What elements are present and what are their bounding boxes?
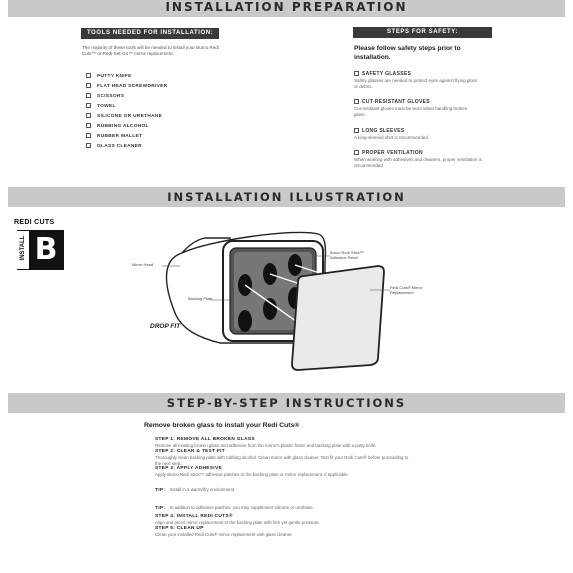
step-title: STEP 1: REMOVE ALL BROKEN GLASS xyxy=(155,437,255,442)
checkbox-icon xyxy=(86,83,91,88)
adhesive-patch xyxy=(238,310,252,332)
step-desc: Apply Burco Redi Stick™ adhesive patches to the backing plate or mirror replacement, if applicable. xyxy=(155,472,349,478)
safety-heading: Please follow safety steps prior to installation. xyxy=(354,45,461,61)
step-title: STEP 3: APPLY ADHESIVE xyxy=(155,466,222,472)
callout-replacement: Redi Cuts® Mirror Replacement xyxy=(390,285,423,295)
install-word: INSTALL xyxy=(20,235,26,261)
list-item: RUBBING ALCOHOL xyxy=(86,122,167,132)
install-letter: B xyxy=(29,231,63,269)
checkbox-icon xyxy=(354,150,359,155)
brand-label: REDI CUTS xyxy=(14,219,55,226)
list-item: RUBBER MALLET xyxy=(86,132,167,142)
checkbox-icon xyxy=(354,128,359,133)
step-title: STEP 4: INSTALL REDI CUTS® xyxy=(155,513,233,519)
tools-label: TOOLS NEEDED FOR INSTALLATION: xyxy=(81,28,219,39)
replacement-mirror xyxy=(292,266,384,370)
install-type-badge xyxy=(17,230,64,270)
list-item: TOWEL xyxy=(86,102,167,112)
checkbox-icon xyxy=(86,113,91,118)
instructions-heading: Remove broken glass to install your Redi Cuts® xyxy=(144,422,300,429)
step-desc: Clean your installed Redi Cuts® mirror replacement with glass cleaner. xyxy=(155,531,293,537)
step-title: STEP 5: CLEAN UP xyxy=(155,525,204,531)
drop-fit-label: DROP FIT xyxy=(150,323,181,330)
safety-item: LONG SLEEVES A long-sleeved shirt is recommended. xyxy=(354,128,430,140)
checkbox-icon xyxy=(86,143,91,148)
safety-item: PROPER VENTILATION When working with adhesives and cleaners, proper ventilation is recommended. xyxy=(354,150,482,168)
list-item: SILICONE OR URETHANE xyxy=(86,112,167,122)
tools-intro: The majority of these tools will be needed to install your Burco Redi Cuts™ or Redi-Set-Go™ mirror replacement. xyxy=(82,45,219,57)
checkbox-icon xyxy=(86,133,91,138)
list-item: GLASS CLEANER xyxy=(86,142,167,152)
safety-label: STEPS FOR SAFETY: xyxy=(353,27,492,38)
callout-adhesive: Burco Redi Stick™ Adhesive Patch xyxy=(330,250,364,260)
tip-line: TIP: In addition to adhesive patches, you may supplement silicone or urethane. xyxy=(155,504,314,511)
step-title: STEP 2: CLEAN & TEST FIT xyxy=(155,448,226,454)
checkbox-icon xyxy=(86,123,91,128)
adhesive-patch xyxy=(263,298,277,320)
tip-line: TIP: Install in a warm/dry environment. xyxy=(155,486,236,493)
list-item: SCISSORS xyxy=(86,92,167,102)
callout-backing-plate: Backing Plate xyxy=(188,296,213,301)
list-item: FLAT HEAD SCREWDRIVER xyxy=(86,82,167,92)
checkbox-icon xyxy=(86,93,91,98)
safety-item: CUT-RESISTANT GLOVES Cut-resistant gloves must be worn when handling broken glass. xyxy=(354,99,468,117)
section-header-illustration: INSTALLATION ILLUSTRATION xyxy=(8,187,565,207)
mirror-illustration xyxy=(120,218,420,378)
tools-list xyxy=(86,72,167,152)
callout-mirror-head: Mirror Head xyxy=(132,262,154,267)
section-header-steps: STEP-BY-STEP INSTRUCTIONS xyxy=(8,393,565,413)
step-desc: Align and press mirror replacement to the backing plate with firm yet gentle pressure. xyxy=(155,520,320,526)
safety-item: SAFETY GLASSES Safety glasses are needed to protect eyes against flying glass or debris. xyxy=(354,71,478,89)
instructions-list xyxy=(155,437,415,538)
section-header-preparation: INSTALLATION PREPARATION xyxy=(8,0,565,17)
checkbox-icon xyxy=(354,99,359,104)
step-desc: Thoroughly clean backing plate with rubbing alcohol. Clean mirror with glass cleaner. Test fit your Redi Cuts® before proceeding to the next step. xyxy=(155,455,409,466)
list-item: PUTTY KNIFE xyxy=(86,72,167,82)
checkbox-icon xyxy=(86,73,91,78)
step-desc: Remove all existing broken glass and adhesive from the mirror's plastic frame and backing plate with a putty knife. xyxy=(155,443,377,449)
checkbox-icon xyxy=(354,71,359,76)
checkbox-icon xyxy=(86,103,91,108)
